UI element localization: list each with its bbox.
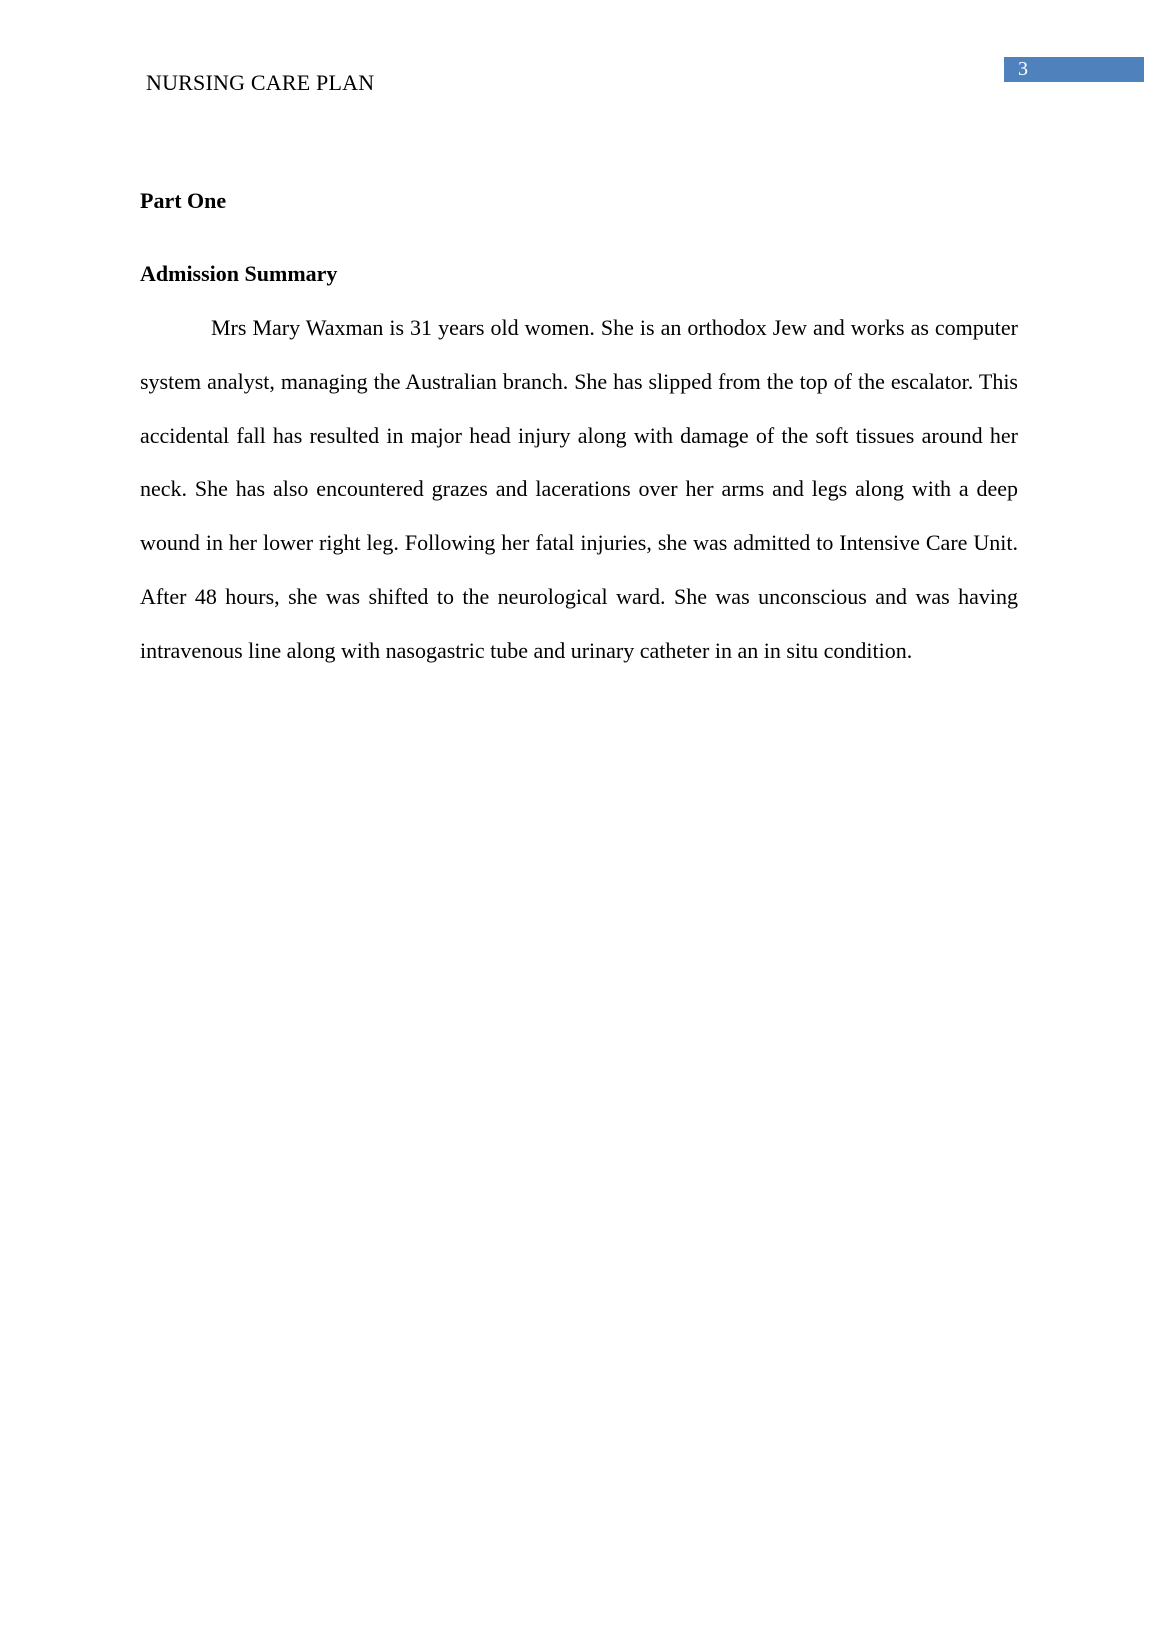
- admission-summary-paragraph: Mrs Mary Waxman is 31 years old women. She is an orthodox Jew and works as computer system analyst, managing the Australian branch. She has slipped from the top of the escalator. This accidental fall has resulted in major head injury along with damage of the soft tissues around her neck. She has also encountered grazes and lacerations over her arms and legs along with a deep wound in her lower right leg. Following her fatal injuries, she was admitted to Intensive Care Unit. After 48 hours, she was shifted to the neurological ward. She was unconscious and was having intravenous line along with nasogastric tube and urinary catheter in an in situ condition.: [140, 315, 1018, 663]
- part-heading: Part One: [140, 188, 227, 213]
- page-number: 3: [1004, 57, 1144, 82]
- section-heading: Admission Summary: [140, 261, 338, 286]
- running-head: NURSING CARE PLAN: [146, 70, 375, 95]
